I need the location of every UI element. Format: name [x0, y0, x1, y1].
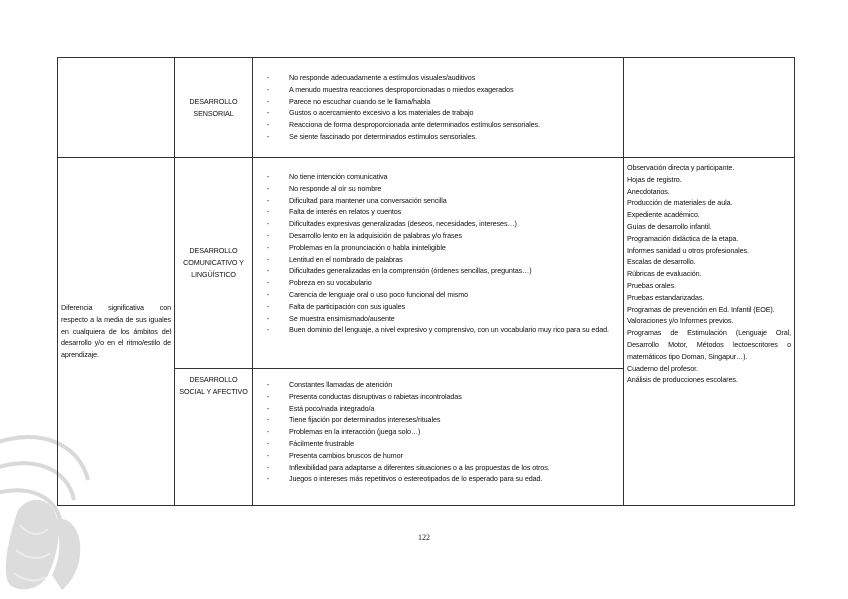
- list-item: Programas de prevención en Ed. Infantil (EOE).: [627, 304, 775, 314]
- list-item: Rúbricas de evaluación.: [627, 269, 702, 279]
- list-item: - No tiene intención comunicativa: [267, 171, 617, 183]
- list-item: Guías de desarrollo infantil.: [627, 221, 712, 231]
- list-item: - Juegos o intereses más repetitivos o estereotipados de lo esperado para su edad.: [267, 473, 617, 485]
- criterion-cell: [58, 158, 175, 506]
- page-number: 122: [418, 533, 430, 542]
- area-cell: [175, 158, 253, 369]
- indicators-cell: [253, 369, 624, 506]
- list-item: - Dificultades expresivas generalizadas (deseos, necesidades, intereses…): [267, 218, 617, 230]
- list-item: - No responde al oír su nombre: [267, 183, 617, 195]
- list-item: - Falta de interés en relatos y cuentos: [267, 206, 617, 218]
- list-item: Anecdotarios.: [627, 186, 670, 196]
- table-row: [58, 58, 795, 158]
- area-label-communicative: DESARROLLO COMUNICATIVO Y LINGÜÍSTICO: [183, 246, 244, 279]
- list-item: Pruebas estandarizadas.: [627, 292, 705, 302]
- area-label-social: DESARROLLO SOCIAL Y AFECTIVO: [179, 375, 248, 396]
- list-item: - Dificultades generalizadas en la comprensión (órdenes sencillas, preguntas…): [267, 265, 617, 277]
- list-item: - Constantes llamadas de atención: [267, 379, 617, 391]
- list-item: - Fácilmente frustrable: [267, 438, 617, 450]
- list-item: - Tiene fijación por determinados intereses/rituales: [267, 414, 617, 426]
- list-item: - Está poco/nada integrado/a: [267, 403, 617, 415]
- indicator-list-sensorial: [253, 58, 623, 143]
- list-item: - Carencia de lenguaje oral o uso poco funcional del mismo: [267, 289, 617, 301]
- list-item: Observación directa y participante.: [627, 163, 735, 172]
- area-cell: [175, 58, 253, 158]
- list-item: - Problemas en la pronunciación o habla ininteligible: [267, 242, 617, 254]
- evaluation-table: [57, 57, 795, 506]
- indicator-list-communicative: [253, 158, 623, 336]
- list-item: - Desarrollo lento en la adquisición de palabras y/o frases: [267, 230, 617, 242]
- list-item: Expediente académico.: [627, 210, 700, 220]
- list-item: - A menudo muestra reacciones desproporcionadas o miedos exagerados: [267, 84, 617, 96]
- list-item: - Se siente fascinado por determinados estímulos sensoriales.: [267, 131, 617, 143]
- area-cell: [175, 369, 253, 506]
- list-item: - Gustos o acercamiento excesivo a los materiales de trabajo: [267, 107, 617, 119]
- list-item: Escalas de desarrollo.: [627, 257, 696, 267]
- list-item: - Inflexibilidad para adaptarse a diferentes situaciones o a las propuestas de los otros.: [267, 462, 617, 474]
- list-item: - Problemas en la interacción (juega solo…): [267, 426, 617, 438]
- instruments-list: [624, 158, 794, 386]
- list-item: - Falta de participación con sus iguales: [267, 301, 617, 313]
- list-item: Hojas de registro.: [627, 174, 682, 184]
- table-row: [58, 158, 795, 369]
- list-item: - Reacciona de forma desproporcionada ante determinados estímulos sensoriales.: [267, 119, 617, 131]
- list-item: - Dificultad para mantener una conversación sencilla: [267, 195, 617, 207]
- list-item: Cuaderno del profesor.: [627, 363, 698, 373]
- list-item: Programas de Estimulación (Lenguaje Oral, Desarrollo Motor, Métodos lectoescritores o matemáticos tipo Doman, Singapur…).: [627, 328, 791, 361]
- instruments-cell-empty: [624, 58, 795, 158]
- list-item: - Buen dominio del lenguaje, a nivel expresivo y comprensivo, con un vocabulario muy rico para su edad.: [267, 324, 617, 336]
- list-item: Informes sanidad u otros profesionales.: [627, 245, 749, 255]
- list-item: Producción de materiales de aula.: [627, 198, 733, 208]
- indicators-cell: [253, 58, 624, 158]
- list-item: Análisis de producciones escolares.: [627, 375, 738, 385]
- list-item: - Pobreza en su vocabulario: [267, 277, 617, 289]
- list-item: - Lentitud en el nombrado de palabras: [267, 254, 617, 266]
- criterion-text: Diferencia significativa con respecto a la media de sus iguales en cualquiera de los ámbitos del desarrollo y/o en el ritmo/estilo de aprendizaje.: [61, 303, 171, 360]
- list-item: - No responde adecuadamente a estímulos visuales/auditivos: [267, 72, 617, 84]
- list-item: - Se muestra ensimismado/ausente: [267, 313, 617, 325]
- indicator-list-social: [253, 369, 623, 485]
- area-label-sensorial: DESARROLLO SENSORIAL: [189, 96, 238, 118]
- list-item: Pruebas orales.: [627, 280, 676, 290]
- list-item: - Presenta conductas disruptivas o rabietas incontroladas: [267, 391, 617, 403]
- indicators-cell: [253, 158, 624, 369]
- list-item: Programación didáctica de la etapa.: [627, 233, 739, 243]
- instruments-cell: [624, 158, 795, 506]
- list-item: - Presenta cambios bruscos de humor: [267, 450, 617, 462]
- criterion-cell-empty: [58, 58, 175, 158]
- list-item: Valoraciones y/o Informes previos.: [627, 316, 734, 326]
- list-item: - Parece no escuchar cuando se le llama/habla: [267, 96, 617, 108]
